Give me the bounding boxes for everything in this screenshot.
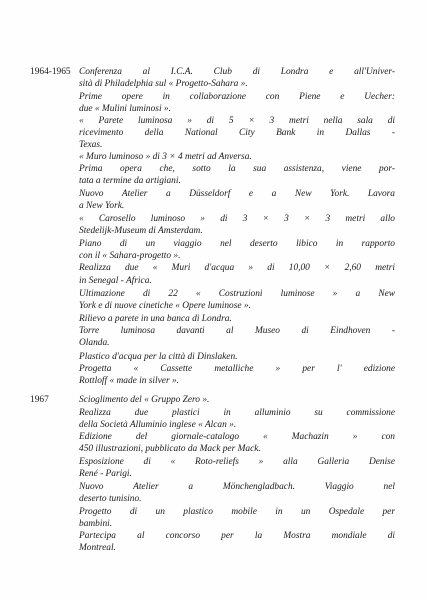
entry-text-line: sità di Philadelphia sul « Progetto-Sahara ».	[79, 79, 248, 89]
entry-text-line: a New York.	[79, 201, 125, 211]
entry-text-line: Esposizione di « Roto-reliefs » alla Galleria Denise	[79, 457, 395, 467]
entry-text-line: Progetto di un plastico mobile in un Ospedale per	[79, 507, 395, 517]
entry-text-line: Realizza due plastici in alluminio su commissione	[79, 408, 395, 418]
entry-text-line: Scioglimento del « Gruppo Zero ».	[79, 395, 210, 405]
entry-text-line: Montreal.	[79, 543, 116, 553]
entry-text-line: York e di nuove cinetiche « Opere luminose ».	[79, 301, 251, 311]
entry-text-line: con il « Sahara-progetto ».	[79, 251, 181, 261]
entry-text-line: « Muro luminoso » di 3 × 4 metri ad Anversa.	[79, 152, 252, 162]
entry-text-line: Rottloff « made in silver ».	[79, 376, 179, 386]
entry-text-line: Progetta « Cassette metalliche » per l' edizione	[79, 364, 395, 374]
entry-text-line: Nuovo Atelier a Düsseldorf e a New York. Lavora	[79, 189, 395, 199]
entry-text-line: Partecipa al concorso per la Mostra mondiale di	[79, 531, 395, 541]
entry-text-line: Ultimazione di 22 « Costruzioni luminose » a New	[79, 289, 395, 299]
entry-text-line: Realizza due « Muri d'acqua » di 10,00 × 2,60 metri	[79, 263, 395, 273]
entry-text-line: Nuovo Atelier a Mönchengladbach. Viaggio nel	[79, 482, 395, 492]
entry-text-line: « Carosello luminoso » di 3 × 3 × 3 metri allo	[79, 214, 395, 224]
entry-text-line: tata a termine da artigiani.	[79, 176, 181, 186]
entry-text-line: Stedelijk-Museum di Amsterdam.	[79, 226, 203, 236]
entry-text-line: Conferenza al I.C.A. Club di Londra e all'Univer-	[79, 67, 395, 77]
entry-text-line: in Senegal - Africa.	[79, 276, 152, 286]
entry-text-line: « Parete luminosa » di 5 × 3 metri nella sala di	[79, 116, 395, 126]
entry-text-line: Prima opera che, sotto la sua assistenza, viene por-	[79, 164, 395, 174]
entry-text-line: Texas.	[79, 140, 103, 150]
entry-text-line: della Società Alluminio inglese « Alcan ».	[79, 420, 237, 430]
entry-text-line: René - Parigi.	[79, 469, 132, 479]
entry-text-line: ricevimento della National City Bank in Dallas -	[79, 128, 395, 138]
entry-text-line: Rilievo a parete in una banca di Londra.	[79, 314, 232, 324]
entry-text-line: Edizione del giornale-catalogo « Machazin » con	[79, 432, 395, 442]
entry-text-line: Plastico d'acqua per la città di Dinslaken.	[79, 352, 238, 362]
entry-text-line: Piano di un viaggio nel deserto libico in rapporto	[79, 239, 395, 249]
entry-text-line: due « Mulini luminosi ».	[79, 104, 171, 114]
entry-text-line: 450 illustrazioni, pubblicato da Mack per Mack.	[79, 444, 261, 454]
year-label: 1964-1965	[30, 67, 71, 77]
entry-text-line: bambini.	[79, 519, 113, 529]
entry-text-line: Torre luminosa davanti al Museo di Eindhoven -	[79, 326, 395, 336]
entry-text-line: Prime opere in collaborazione con Piene e Uecher:	[79, 92, 395, 102]
entry-text-line: deserto tunisino.	[79, 494, 142, 504]
year-label: 1967	[30, 395, 49, 405]
entry-text-line: Olanda.	[79, 338, 110, 348]
